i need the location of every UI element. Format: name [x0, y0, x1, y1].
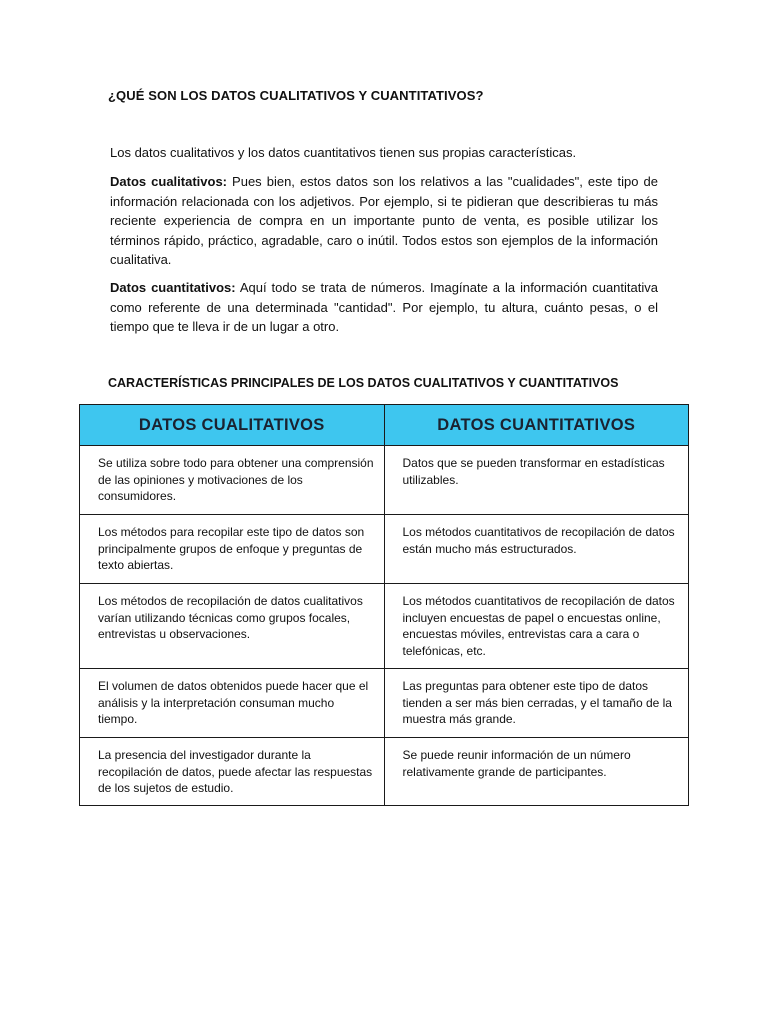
table-cell: El volumen de datos obtenidos puede hacer que el análisis y la interpretación consuman mucho tiempo.: [80, 669, 385, 738]
comparison-table: [79, 404, 689, 806]
table-row: [80, 738, 689, 806]
table-cell: Los métodos para recopilar este tipo de datos son principalmente grupos de enfoque y preguntas de texto abiertas.: [80, 515, 385, 584]
table-cell: Los métodos cuantitativos de recopilación de datos incluyen encuestas de papel o encuestas online, encuestas móviles, entrevistas cara a cara o telefónicas, etc.: [384, 584, 689, 669]
table-cell: Datos que se pueden transformar en estadísticas utilizables.: [384, 446, 689, 515]
table-cell: Se puede reunir información de un número relativamente grande de participantes.: [384, 738, 689, 806]
header-quantitative: DATOS CUANTITATIVOS: [384, 405, 689, 446]
quantitative-paragraph: [110, 278, 658, 337]
qualitative-term: Datos cualitativos:: [110, 174, 228, 189]
header-qualitative: DATOS CUALITATIVOS: [80, 405, 385, 446]
table-cell: La presencia del investigador durante la recopilación de datos, puede afectar las respuestas de los sujetos de estudio.: [80, 738, 385, 806]
quantitative-text: Aquí todo se trata de números. Imagínate a la información cuantitativa como referente de una determinada "cantidad". Por ejemplo, tu altura, cuánto pesas, o el tiempo que te lleva ir de un lugar a otro.: [110, 280, 658, 334]
table-header-row: [80, 405, 689, 446]
intro-text: Los datos cualitativos y los datos cuantitativos tienen sus propias características.: [110, 145, 577, 160]
quantitative-term: Datos cuantitativos:: [110, 280, 236, 295]
table-heading: CARACTERÍSTICAS PRINCIPALES DE LOS DATOS CUALITATIVOS Y CUANTITATIVOS: [108, 376, 619, 390]
table-row: [80, 446, 689, 515]
qualitative-paragraph: [110, 172, 658, 270]
table-cell: Los métodos de recopilación de datos cualitativos varían utilizando técnicas como grupos focales, entrevistas u observaciones.: [80, 584, 385, 669]
table-row: [80, 584, 689, 669]
table-row: [80, 515, 689, 584]
table-cell: Los métodos cuantitativos de recopilación de datos están mucho más estructurados.: [384, 515, 689, 584]
table-row: [80, 669, 689, 738]
qualitative-text: Pues bien, estos datos son los relativos a las "cualidades", este tipo de información relacionada con los adjetivos. Por ejemplo, si te pidieran que describieras tu más reciente experiencia de compra en un importante punto de venta, es posible utilizar los términos rápido, práctico, agradable, caro o inútil. Todos estos son ejemplos de la información cualitativa.: [110, 174, 658, 267]
section-heading: ¿QUÉ SON LOS DATOS CUALITATIVOS Y CUANTITATIVOS?: [108, 88, 484, 103]
table-cell: Se utiliza sobre todo para obtener una comprensión de las opiniones y motivaciones de los consumidores.: [80, 446, 385, 515]
table-cell: Las preguntas para obtener este tipo de datos tienden a ser más bien cerradas, y el tamaño de la muestra más grande.: [384, 669, 689, 738]
